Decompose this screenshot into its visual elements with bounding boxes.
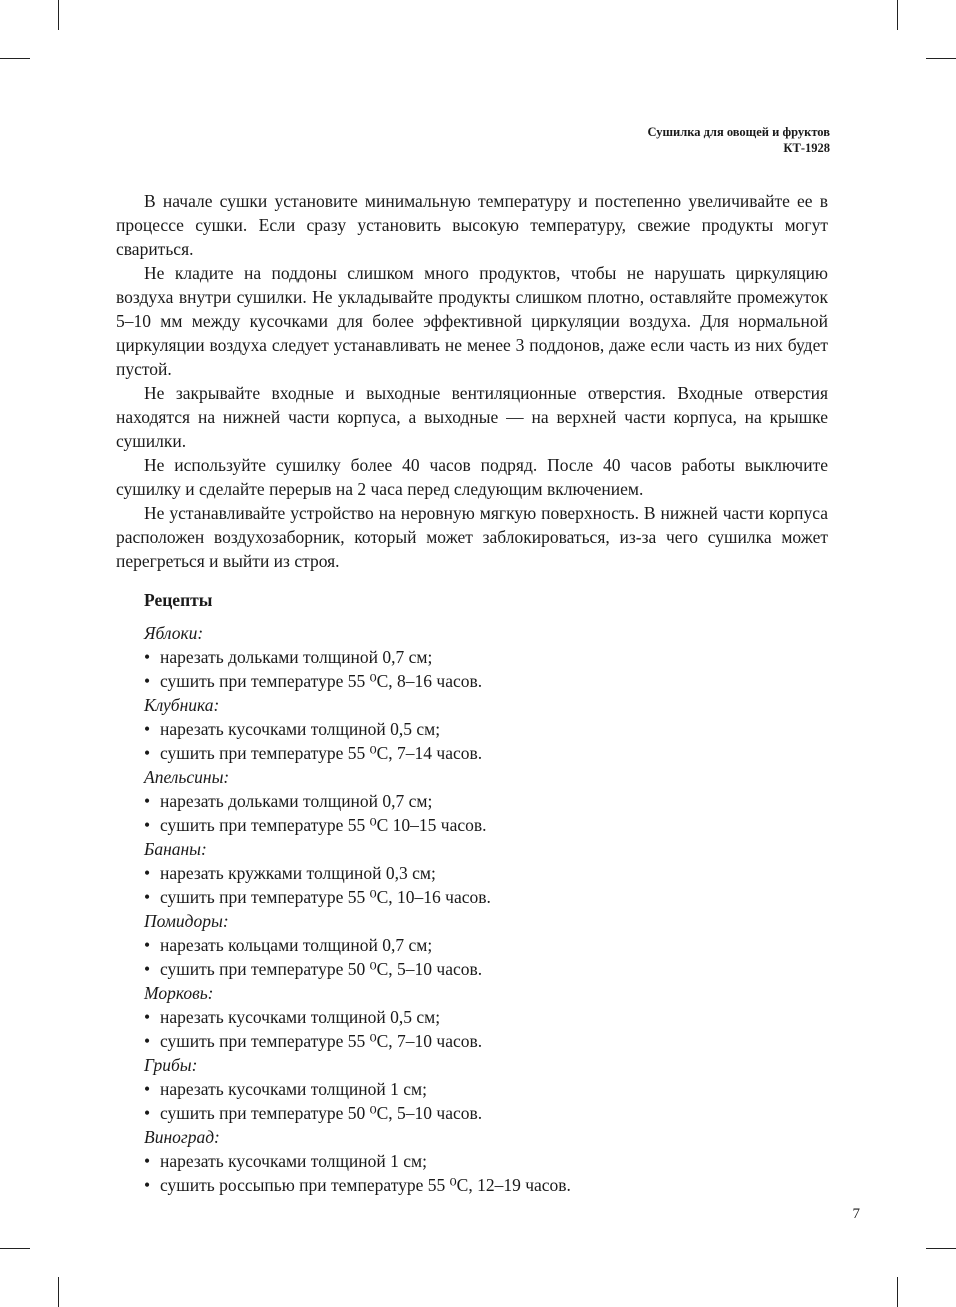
recipe-name: Яблоки: [144,623,204,643]
bullet-icon: • [144,935,151,955]
recipe-step-text: нарезать кружками толщиной 0,3 см; [160,863,436,883]
recipe-name: Клубника: [144,695,220,715]
recipe-step-text: сушить при температуре 55 ⁰С, 8–16 часов. [160,671,483,691]
recipe [144,693,784,765]
recipe [144,837,784,909]
crop-mark-top-right [897,0,898,30]
recipe-step [144,813,784,837]
recipe-step [144,1077,784,1101]
bullet-icon: • [144,815,151,835]
body-text [116,189,828,573]
recipe-step [144,1149,784,1173]
section-title: Рецепты [144,590,213,610]
recipe-step-text: нарезать кольцами толщиной 0,7 см; [160,935,433,955]
recipe-name: Морковь: [144,983,214,1003]
recipe-name: Грибы: [144,1055,198,1075]
recipe-step [144,741,784,765]
recipe-step-text: нарезать дольками толщиной 0,7 см; [160,647,433,667]
recipe-step-text: нарезать кусочками толщиной 0,5 см; [160,1007,441,1027]
paragraph: В начале сушки установите минимальную температуру и постепенно увеличивайте ее в процессе сушки. Если сразу установить высокую температуру, свежие продукты могут свариться. [116,191,828,259]
recipe-step-text: нарезать кусочками толщиной 0,5 см; [160,719,441,739]
recipe-step [144,933,784,957]
crop-mark-bottom-right-h [926,1248,956,1249]
page-number: 7 [852,1206,860,1222]
bullet-icon: • [144,1103,151,1123]
recipe-step-text: сушить россыпью при температуре 55 ⁰С, 12–19 часов. [160,1175,571,1195]
recipe-step [144,1173,784,1197]
recipe-step [144,669,784,693]
recipe-step [144,885,784,909]
recipe-step [144,1005,784,1029]
recipe-step [144,957,784,981]
recipe [144,621,784,693]
bullet-icon: • [144,1031,151,1051]
crop-mark-top-left [58,0,59,30]
recipe-step-text: сушить при температуре 55 ⁰С 10–15 часов. [160,815,487,835]
header-product-name: Сушилка для овощей и фруктов [647,125,830,139]
recipe-step-text: сушить при температуре 50 ⁰С, 5–10 часов. [160,959,483,979]
bullet-icon: • [144,1151,151,1171]
recipe-name: Бананы: [144,839,207,859]
running-header [647,124,830,156]
bullet-icon: • [144,1175,151,1195]
recipe-step-text: сушить при температуре 55 ⁰С, 7–10 часов. [160,1031,483,1051]
recipe [144,765,784,837]
bullet-icon: • [144,671,151,691]
recipe-step-text: сушить при температуре 55 ⁰С, 10–16 часов. [160,887,491,907]
recipe-step-text: сушить при температуре 55 ⁰С, 7–14 часов. [160,743,483,763]
crop-mark-bottom-left-h [0,1248,30,1249]
recipe-step [144,861,784,885]
bullet-icon: • [144,1079,151,1099]
paragraph: Не устанавливайте устройство на неровную мягкую поверхность. В нижней части корпуса расположен воздухозаборник, который может заблокироваться, из-за чего сушилка может перегреться и выйти из строя. [116,503,828,571]
bullet-icon: • [144,959,151,979]
recipe-name: Апельсины: [144,767,230,787]
crop-mark-top-left-h [0,58,30,59]
paragraph: Не кладите на поддоны слишком много продуктов, чтобы не нарушать циркуляцию воздуха внутри сушилки. Не укладывайте продукты слишком плотно, оставляйте промежуток 5–10 мм между кусочками для более эффективной циркуляции воздуха. Для нормальной циркуляции воздуха следует устанавливать не менее 3 поддонов, даже если часть из них будет пустой. [116,263,828,379]
paragraph: Не используйте сушилку более 40 часов подряд. После 40 часов работы выключите сушилку и сделайте перерыв на 2 часа перед следующим включением. [116,455,828,499]
recipe-step [144,1101,784,1125]
recipe-step-text: нарезать дольками толщиной 0,7 см; [160,791,433,811]
bullet-icon: • [144,887,151,907]
recipe-step [144,645,784,669]
bullet-icon: • [144,743,151,763]
recipe-step [144,1029,784,1053]
recipe-step-text: нарезать кусочками толщиной 1 см; [160,1079,427,1099]
crop-mark-bottom-right [897,1277,898,1307]
recipe-step-text: сушить при температуре 50 ⁰С, 5–10 часов. [160,1103,483,1123]
bullet-icon: • [144,719,151,739]
recipe [144,981,784,1053]
bullet-icon: • [144,1007,151,1027]
recipe-step [144,789,784,813]
recipe-step [144,717,784,741]
recipe [144,909,784,981]
bullet-icon: • [144,863,151,883]
header-model: КТ-1928 [783,141,830,155]
paragraph: Не закрывайте входные и выходные вентиляционные отверстия. Входные отверстия находятся на нижней части корпуса, а выходные — на верхней части корпуса, на крышке сушилки. [116,383,828,451]
recipe-step-text: нарезать кусочками толщиной 1 см; [160,1151,427,1171]
recipe [144,1125,784,1197]
bullet-icon: • [144,791,151,811]
crop-mark-top-right-h [926,58,956,59]
recipe-name: Помидоры: [144,911,229,931]
recipe-name: Виноград: [144,1127,220,1147]
recipe [144,1053,784,1125]
bullet-icon: • [144,647,151,667]
crop-mark-bottom-left [58,1277,59,1307]
recipe-list [144,621,784,1197]
